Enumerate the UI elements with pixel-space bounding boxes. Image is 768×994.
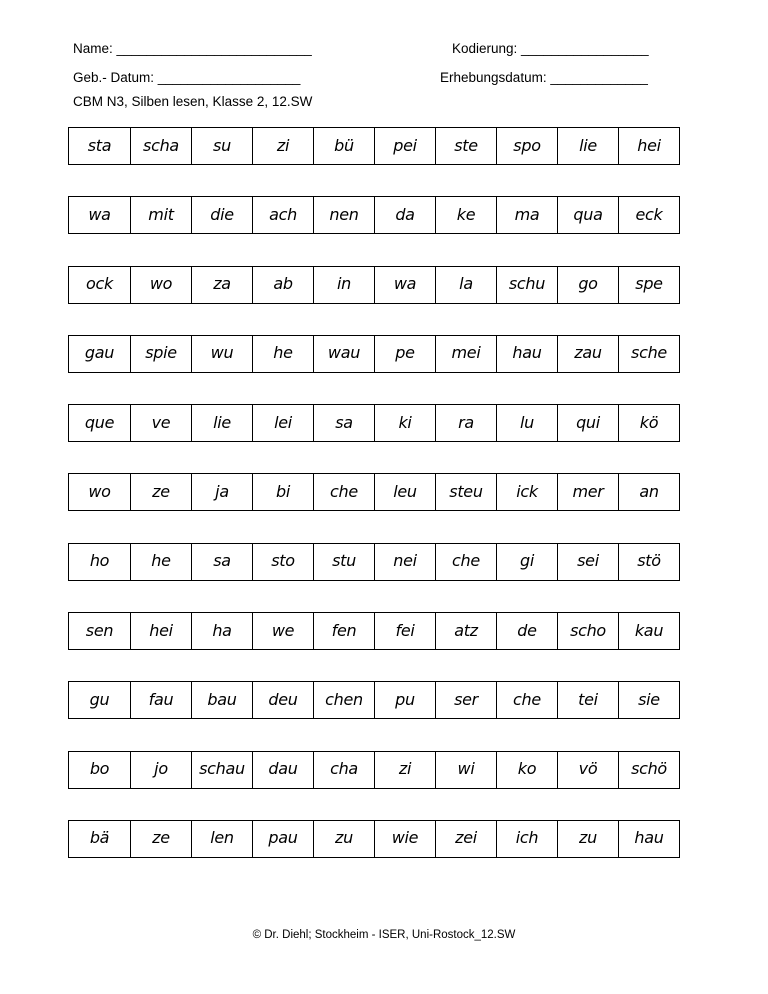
syllable-cell: de — [496, 613, 557, 649]
syllable-cell: ho — [89, 551, 110, 571]
syllable-cell: kau — [618, 613, 679, 649]
syllable-row — [68, 404, 680, 442]
syllable-cell: gau — [84, 343, 115, 363]
syllable-cell: bä — [89, 828, 110, 848]
syllable-cell: zi — [374, 752, 435, 788]
syllable-cell: mit — [130, 197, 191, 233]
syllable-cell: ste — [435, 128, 496, 164]
syllable-cell: ma — [496, 197, 557, 233]
syllable-cell: bi — [252, 474, 313, 510]
syllable-cell: che — [435, 544, 496, 580]
syllable-cell: hau — [496, 336, 557, 372]
syllable-row — [68, 543, 680, 581]
syllable-cell: bü — [313, 128, 374, 164]
syllable-cell: vö — [557, 752, 618, 788]
syllable-cell: sen — [85, 620, 114, 640]
syllable-cell: stö — [618, 544, 679, 580]
syllable-cell: kö — [618, 405, 679, 441]
syllable-cell: su — [191, 128, 252, 164]
syllable-cell: len — [191, 821, 252, 857]
syllable-cell: dau — [252, 752, 313, 788]
syllable-cell: ze — [130, 474, 191, 510]
syllable-cell: lei — [252, 405, 313, 441]
syllable-cell: leu — [374, 474, 435, 510]
syllable-cell: schau — [191, 752, 252, 788]
name-field-label: Name: __________________________ — [73, 41, 312, 56]
syllable-cell: ja — [191, 474, 252, 510]
syllable-cell: atz — [435, 613, 496, 649]
syllable-row — [68, 335, 680, 373]
syllable-cell: ve — [130, 405, 191, 441]
syllable-cell: scho — [557, 613, 618, 649]
syllable-cell: sei — [557, 544, 618, 580]
coding-field-label: Kodierung: _________________ — [452, 41, 649, 56]
syllable-row — [68, 266, 680, 304]
syllable-cell: zu — [313, 821, 374, 857]
syllable-cell: pu — [374, 682, 435, 718]
syllable-cell: zau — [557, 336, 618, 372]
syllable-row — [68, 751, 680, 789]
birth-date-field-label: Geb.- Datum: ___________________ — [73, 70, 301, 85]
syllable-cell: eck — [618, 197, 679, 233]
survey-date-field-label: Erhebungsdatum: _____________ — [440, 70, 648, 85]
syllable-cell: wa — [374, 267, 435, 303]
syllable-cell: ich — [496, 821, 557, 857]
syllable-cell: ze — [130, 821, 191, 857]
syllable-cell: ab — [252, 267, 313, 303]
syllable-row — [68, 473, 680, 511]
syllable-cell: pei — [374, 128, 435, 164]
syllable-cell: spo — [496, 128, 557, 164]
syllable-cell: ock — [86, 274, 113, 294]
syllable-cell: lu — [496, 405, 557, 441]
syllable-cell: ser — [435, 682, 496, 718]
syllable-cell: fau — [130, 682, 191, 718]
syllable-cell: mei — [435, 336, 496, 372]
syllable-cell: schu — [496, 267, 557, 303]
syllable-cell: he — [252, 336, 313, 372]
syllable-cell: lie — [191, 405, 252, 441]
syllable-cell: we — [252, 613, 313, 649]
syllable-cell: fen — [313, 613, 374, 649]
syllable-cell: sie — [618, 682, 679, 718]
syllable-cell: wo — [130, 267, 191, 303]
syllable-cell: che — [313, 474, 374, 510]
syllable-cell: sche — [618, 336, 679, 372]
syllable-cell: pe — [374, 336, 435, 372]
syllable-cell: sa — [313, 405, 374, 441]
syllable-cell: gu — [89, 689, 110, 709]
syllable-cell: mer — [557, 474, 618, 510]
syllable-cell: ra — [435, 405, 496, 441]
syllable-cell: wu — [191, 336, 252, 372]
syllable-cell: lie — [557, 128, 618, 164]
syllable-cell: wa — [88, 204, 111, 224]
syllable-cell: nei — [374, 544, 435, 580]
syllable-cell: ki — [374, 405, 435, 441]
syllable-cell: bau — [191, 682, 252, 718]
syllable-cell: da — [374, 197, 435, 233]
syllable-cell: an — [618, 474, 679, 510]
syllable-row — [68, 196, 680, 234]
syllable-cell: gi — [496, 544, 557, 580]
syllable-cell: steu — [435, 474, 496, 510]
syllable-cell: schö — [618, 752, 679, 788]
worksheet-title: CBM N3, Silben lesen, Klasse 2, 12.SW — [73, 94, 313, 109]
syllable-cell: zei — [435, 821, 496, 857]
syllable-cell: ick — [496, 474, 557, 510]
syllable-cell: pau — [252, 821, 313, 857]
syllable-grid — [68, 127, 680, 889]
syllable-cell: qui — [557, 405, 618, 441]
copyright-footer: © Dr. Diehl; Stockheim - ISER, Uni-Rostock_12.SW — [252, 929, 516, 941]
syllable-cell: bo — [89, 759, 110, 779]
syllable-cell: que — [84, 412, 115, 432]
syllable-cell: wie — [374, 821, 435, 857]
syllable-cell: cha — [313, 752, 374, 788]
syllable-cell: hei — [618, 128, 679, 164]
syllable-cell: sto — [252, 544, 313, 580]
syllable-cell: chen — [313, 682, 374, 718]
syllable-cell: za — [191, 267, 252, 303]
syllable-cell: zi — [252, 128, 313, 164]
syllable-cell: spe — [618, 267, 679, 303]
syllable-cell: scha — [130, 128, 191, 164]
syllable-cell: wau — [313, 336, 374, 372]
syllable-cell: deu — [252, 682, 313, 718]
syllable-cell: ha — [191, 613, 252, 649]
syllable-cell: in — [313, 267, 374, 303]
syllable-cell: fei — [374, 613, 435, 649]
syllable-cell: la — [435, 267, 496, 303]
syllable-cell: che — [496, 682, 557, 718]
syllable-cell: die — [191, 197, 252, 233]
syllable-cell: jo — [130, 752, 191, 788]
syllable-row — [68, 820, 680, 858]
syllable-cell: ko — [496, 752, 557, 788]
syllable-cell: nen — [313, 197, 374, 233]
syllable-cell: he — [130, 544, 191, 580]
syllable-cell: hau — [618, 821, 679, 857]
syllable-cell: wo — [88, 481, 111, 501]
syllable-cell: spie — [130, 336, 191, 372]
syllable-cell: ke — [435, 197, 496, 233]
syllable-cell: stu — [313, 544, 374, 580]
syllable-row — [68, 127, 680, 165]
syllable-cell: wi — [435, 752, 496, 788]
syllable-cell: zu — [557, 821, 618, 857]
syllable-cell: go — [557, 267, 618, 303]
syllable-row — [68, 612, 680, 650]
syllable-cell: sa — [191, 544, 252, 580]
syllable-cell: hei — [130, 613, 191, 649]
syllable-cell: tei — [557, 682, 618, 718]
syllable-cell: qua — [557, 197, 618, 233]
syllable-row — [68, 681, 680, 719]
syllable-cell: ach — [252, 197, 313, 233]
syllable-cell: sta — [87, 135, 112, 155]
